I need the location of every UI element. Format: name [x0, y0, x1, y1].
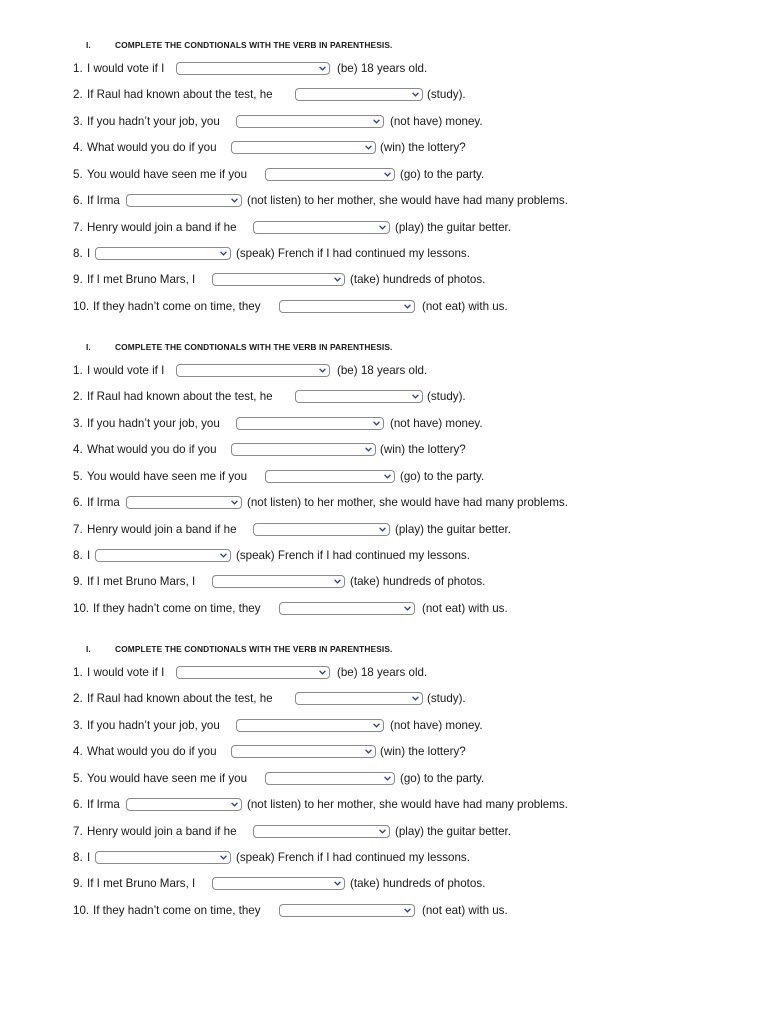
answer-dropdown-value [266, 471, 382, 482]
answer-dropdown[interactable] [212, 877, 345, 890]
answer-dropdown-value [127, 799, 229, 810]
question-text-after: (speak) French if I had continued my lessons. [236, 851, 470, 864]
answer-dropdown[interactable] [253, 825, 390, 838]
question-number: 5. [73, 772, 83, 785]
chevron-down-icon [218, 550, 228, 561]
question-text-before: You would have seen me if you [87, 168, 248, 181]
chevron-down-icon [377, 524, 387, 535]
question-text-before: If you hadn’t your job, you [87, 417, 220, 430]
answer-dropdown-value [296, 693, 410, 704]
chevron-down-icon [382, 471, 392, 482]
question-number: 2. [73, 692, 83, 705]
worksheet-section [0, 38, 768, 328]
question-number: 9. [73, 877, 83, 890]
answer-dropdown[interactable] [95, 549, 231, 562]
question-row [0, 190, 768, 212]
question-number: 7. [73, 221, 83, 234]
question-row [0, 243, 768, 265]
question-row [0, 741, 768, 763]
question-text-after: (not have) money. [390, 719, 483, 732]
chevron-down-icon [363, 746, 373, 757]
question-number: 5. [73, 470, 83, 483]
question-row [0, 492, 768, 514]
answer-dropdown-value [177, 63, 317, 74]
question-text-after: (go) to the party. [400, 772, 485, 785]
question-text-after: (speak) French if I had continued my lessons. [236, 247, 470, 260]
chevron-down-icon [371, 418, 381, 429]
answer-dropdown-value [96, 550, 218, 561]
question-row [0, 662, 768, 684]
question-text-before: If I met Bruno Mars, I [87, 877, 196, 890]
question-text-after: (study). [427, 88, 466, 101]
question-text-before: Henry would join a band if he [87, 523, 237, 536]
answer-dropdown[interactable] [265, 470, 395, 483]
answer-dropdown-value [280, 603, 402, 614]
answer-dropdown[interactable] [279, 602, 415, 615]
question-text-after: (speak) French if I had continued my lessons. [236, 549, 470, 562]
question-text-after: (study). [427, 692, 466, 705]
answer-dropdown[interactable] [176, 364, 330, 377]
answer-dropdown[interactable] [126, 194, 242, 207]
answer-dropdown[interactable] [236, 417, 384, 430]
question-row [0, 439, 768, 461]
question-text-before: If Irma [87, 496, 120, 509]
chevron-down-icon [382, 773, 392, 784]
question-number: 4. [73, 141, 83, 154]
answer-dropdown-value [266, 773, 382, 784]
question-number: 6. [73, 194, 83, 207]
chevron-down-icon [371, 116, 381, 127]
question-text-before: If I met Bruno Mars, I [87, 273, 196, 286]
question-text-after: (not eat) with us. [422, 300, 508, 313]
question-row [0, 413, 768, 435]
answer-dropdown[interactable] [95, 851, 231, 864]
answer-dropdown-value [96, 852, 218, 863]
question-text-after: (take) hundreds of photos. [350, 877, 486, 890]
question-number: 4. [73, 443, 83, 456]
answer-dropdown[interactable] [236, 719, 384, 732]
question-number: 3. [73, 719, 83, 732]
question-number: 3. [73, 417, 83, 430]
question-row [0, 386, 768, 408]
chevron-down-icon [402, 603, 412, 614]
answer-dropdown[interactable] [265, 168, 395, 181]
question-text-before: Henry would join a band if he [87, 825, 237, 838]
question-row [0, 217, 768, 239]
question-text-after: (play) the guitar better. [395, 221, 511, 234]
question-text-after: (play) the guitar better. [395, 825, 511, 838]
question-text-before: I would vote if I [87, 62, 165, 75]
answer-dropdown[interactable] [126, 496, 242, 509]
question-text-after: (be) 18 years old. [337, 364, 428, 377]
answer-dropdown[interactable] [279, 904, 415, 917]
question-text-after: (not have) money. [390, 417, 483, 430]
chevron-down-icon [229, 497, 239, 508]
question-row [0, 111, 768, 133]
answer-dropdown-value [296, 89, 410, 100]
question-text-after: (not eat) with us. [422, 904, 508, 917]
section-number: I. [86, 644, 91, 654]
chevron-down-icon [332, 878, 342, 889]
question-number: 9. [73, 273, 83, 286]
section-number: I. [86, 40, 91, 50]
chevron-down-icon [402, 301, 412, 312]
answer-dropdown[interactable] [295, 692, 423, 705]
question-number: 8. [73, 851, 83, 864]
section-title: COMPLETE THE CONDTIONALS WITH THE VERB IN PARENTHESIS. [115, 40, 393, 50]
answer-dropdown[interactable] [295, 390, 423, 403]
worksheet-section [0, 340, 768, 630]
question-row [0, 571, 768, 593]
question-text-before: I [87, 247, 91, 260]
question-number: 7. [73, 825, 83, 838]
question-number: 10. [73, 904, 90, 917]
question-row [0, 688, 768, 710]
answer-dropdown[interactable] [176, 62, 330, 75]
question-number: 10. [73, 300, 90, 313]
question-number: 5. [73, 168, 83, 181]
answer-dropdown[interactable] [265, 772, 395, 785]
chevron-down-icon [410, 693, 420, 704]
question-number: 1. [73, 62, 83, 75]
answer-dropdown-value [177, 365, 317, 376]
question-text-after: (win) the lottery? [380, 443, 466, 456]
question-text-before: If Raul had known about the test, he [87, 692, 273, 705]
question-row [0, 847, 768, 869]
answer-dropdown-value [127, 195, 229, 206]
question-number: 1. [73, 666, 83, 679]
answer-dropdown-value [280, 905, 402, 916]
chevron-down-icon [317, 667, 327, 678]
answer-dropdown-value [296, 391, 410, 402]
question-text-after: (win) the lottery? [380, 141, 466, 154]
question-row [0, 545, 768, 567]
question-text-after: (take) hundreds of photos. [350, 575, 486, 588]
section-title: COMPLETE THE CONDTIONALS WITH THE VERB IN PARENTHESIS. [115, 644, 393, 654]
question-number: 4. [73, 745, 83, 758]
question-text-before: If you hadn’t your job, you [87, 115, 220, 128]
question-number: 2. [73, 390, 83, 403]
question-row [0, 519, 768, 541]
chevron-down-icon [410, 391, 420, 402]
question-row [0, 794, 768, 816]
question-number: 6. [73, 496, 83, 509]
question-row [0, 466, 768, 488]
answer-dropdown[interactable] [231, 745, 376, 758]
section-heading [86, 642, 392, 656]
question-number: 10. [73, 602, 90, 615]
chevron-down-icon [377, 222, 387, 233]
question-row [0, 58, 768, 80]
answer-dropdown[interactable] [231, 443, 376, 456]
section-heading [86, 340, 392, 354]
question-text-after: (play) the guitar better. [395, 523, 511, 536]
question-text-after: (study). [427, 390, 466, 403]
chevron-down-icon [317, 365, 327, 376]
question-text-after: (not listen) to her mother, she would have had many problems. [247, 798, 568, 811]
answer-dropdown-value [254, 222, 377, 233]
question-text-before: You would have seen me if you [87, 772, 248, 785]
answer-dropdown-value [254, 524, 377, 535]
answer-dropdown-value [280, 301, 402, 312]
question-text-before: If they hadn’t come on time, they [93, 300, 261, 313]
question-text-before: If they hadn’t come on time, they [93, 602, 261, 615]
answer-dropdown-value [266, 169, 382, 180]
question-text-before: What would you do if you [87, 443, 217, 456]
chevron-down-icon [382, 169, 392, 180]
question-text-before: I [87, 549, 91, 562]
question-row [0, 900, 768, 922]
question-number: 7. [73, 523, 83, 536]
answer-dropdown[interactable] [253, 221, 390, 234]
question-text-before: If they hadn’t come on time, they [93, 904, 261, 917]
question-row [0, 164, 768, 186]
question-text-before: If Irma [87, 798, 120, 811]
question-number: 8. [73, 247, 83, 260]
question-text-before: I [87, 851, 91, 864]
chevron-down-icon [332, 576, 342, 587]
question-text-after: (be) 18 years old. [337, 666, 428, 679]
question-text-before: If you hadn’t your job, you [87, 719, 220, 732]
chevron-down-icon [371, 720, 381, 731]
answer-dropdown-value [232, 142, 363, 153]
answer-dropdown-value [232, 444, 363, 455]
section-number: I. [86, 342, 91, 352]
question-text-after: (go) to the party. [400, 470, 485, 483]
question-row [0, 84, 768, 106]
answer-dropdown[interactable] [126, 798, 242, 811]
worksheet-section [0, 642, 768, 932]
chevron-down-icon [363, 444, 373, 455]
answer-dropdown[interactable] [212, 273, 345, 286]
answer-dropdown[interactable] [253, 523, 390, 536]
chevron-down-icon [229, 195, 239, 206]
answer-dropdown-value [213, 576, 332, 587]
question-text-before: If I met Bruno Mars, I [87, 575, 196, 588]
chevron-down-icon [229, 799, 239, 810]
answer-dropdown-value [237, 116, 371, 127]
question-text-after: (not have) money. [390, 115, 483, 128]
answer-dropdown[interactable] [95, 247, 231, 260]
question-text-before: I would vote if I [87, 364, 165, 377]
question-number: 3. [73, 115, 83, 128]
chevron-down-icon [317, 63, 327, 74]
chevron-down-icon [377, 826, 387, 837]
question-number: 6. [73, 798, 83, 811]
section-title: COMPLETE THE CONDTIONALS WITH THE VERB IN PARENTHESIS. [115, 342, 393, 352]
question-row [0, 821, 768, 843]
question-row [0, 768, 768, 790]
answer-dropdown-value [213, 878, 332, 889]
chevron-down-icon [218, 852, 228, 863]
answer-dropdown-value [213, 274, 332, 285]
question-text-after: (not listen) to her mother, she would have had many problems. [247, 496, 568, 509]
question-text-after: (not listen) to her mother, she would have had many problems. [247, 194, 568, 207]
answer-dropdown[interactable] [231, 141, 376, 154]
question-text-before: What would you do if you [87, 745, 217, 758]
answer-dropdown-value [237, 720, 371, 731]
question-row [0, 715, 768, 737]
question-row [0, 269, 768, 291]
question-text-after: (be) 18 years old. [337, 62, 428, 75]
question-text-before: You would have seen me if you [87, 470, 248, 483]
question-text-after: (win) the lottery? [380, 745, 466, 758]
answer-dropdown-value [254, 826, 377, 837]
chevron-down-icon [218, 248, 228, 259]
question-number: 8. [73, 549, 83, 562]
question-text-before: If Raul had known about the test, he [87, 390, 273, 403]
question-text-before: I would vote if I [87, 666, 165, 679]
question-row [0, 873, 768, 895]
question-text-after: (not eat) with us. [422, 602, 508, 615]
question-row [0, 296, 768, 318]
chevron-down-icon [363, 142, 373, 153]
answer-dropdown[interactable] [176, 666, 330, 679]
question-text-after: (take) hundreds of photos. [350, 273, 486, 286]
answer-dropdown-value [96, 248, 218, 259]
chevron-down-icon [410, 89, 420, 100]
question-text-after: (go) to the party. [400, 168, 485, 181]
answer-dropdown[interactable] [279, 300, 415, 313]
question-row [0, 360, 768, 382]
answer-dropdown[interactable] [236, 115, 384, 128]
answer-dropdown-value [237, 418, 371, 429]
question-text-before: If Irma [87, 194, 120, 207]
answer-dropdown-value [232, 746, 363, 757]
answer-dropdown-value [127, 497, 229, 508]
question-text-before: If Raul had known about the test, he [87, 88, 273, 101]
question-number: 2. [73, 88, 83, 101]
question-number: 9. [73, 575, 83, 588]
question-row [0, 137, 768, 159]
answer-dropdown[interactable] [212, 575, 345, 588]
answer-dropdown-value [177, 667, 317, 678]
question-text-before: What would you do if you [87, 141, 217, 154]
chevron-down-icon [332, 274, 342, 285]
section-heading [86, 38, 392, 52]
question-row [0, 598, 768, 620]
question-number: 1. [73, 364, 83, 377]
chevron-down-icon [402, 905, 412, 916]
answer-dropdown[interactable] [295, 88, 423, 101]
question-text-before: Henry would join a band if he [87, 221, 237, 234]
